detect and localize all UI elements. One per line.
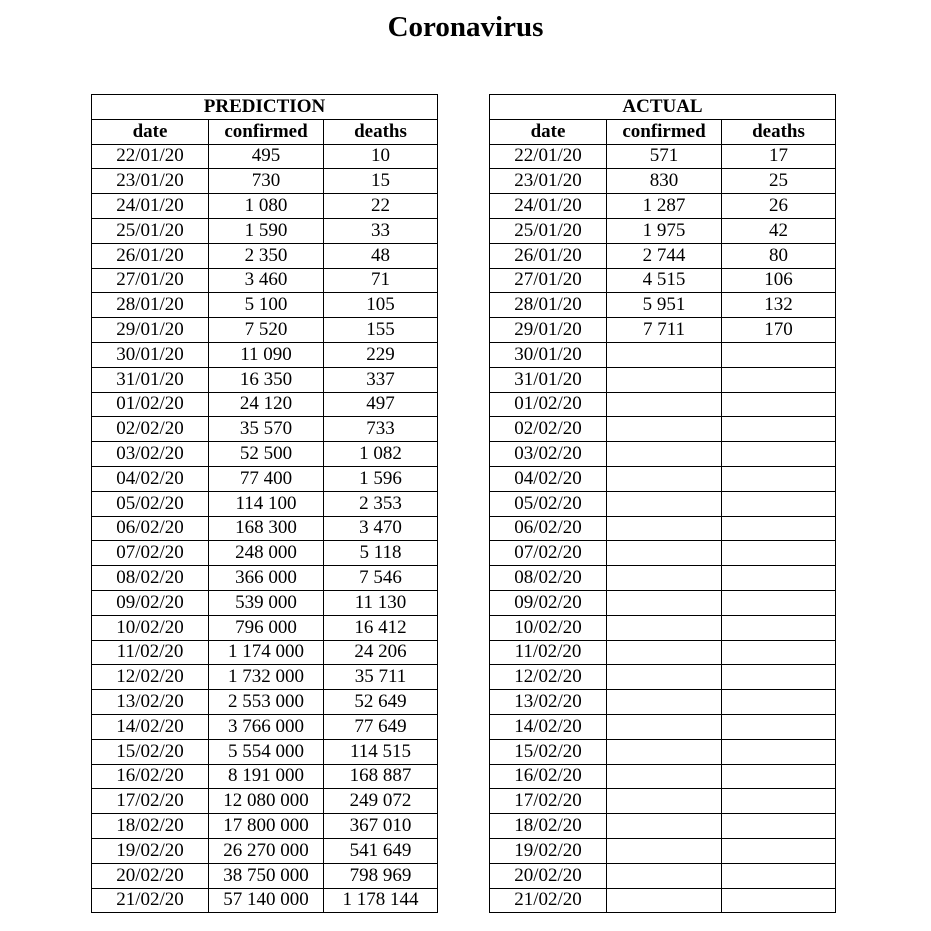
prediction-date-cell: 20/02/20 xyxy=(92,863,209,888)
actual-confirmed-cell xyxy=(607,714,722,739)
prediction-deaths-cell: 541 649 xyxy=(324,838,438,863)
prediction-date-cell: 28/01/20 xyxy=(92,293,209,318)
actual-confirmed-cell xyxy=(607,342,722,367)
actual-date-cell: 29/01/20 xyxy=(490,318,607,343)
actual-date-cell: 12/02/20 xyxy=(490,665,607,690)
actual-rows xyxy=(490,144,836,913)
prediction-table-row xyxy=(92,342,438,367)
prediction-date-cell: 18/02/20 xyxy=(92,814,209,839)
prediction-date-cell: 09/02/20 xyxy=(92,590,209,615)
actual-confirmed-cell xyxy=(607,615,722,640)
actual-table-row xyxy=(490,169,836,194)
page-title: Coronavirus xyxy=(387,11,544,43)
prediction-confirmed-cell: 796 000 xyxy=(209,615,324,640)
prediction-col-confirmed: confirmed xyxy=(209,119,324,144)
prediction-confirmed-cell: 1 732 000 xyxy=(209,665,324,690)
prediction-table-row xyxy=(92,367,438,392)
actual-confirmed-cell xyxy=(607,417,722,442)
actual-deaths-cell xyxy=(722,640,836,665)
prediction-confirmed-cell: 5 100 xyxy=(209,293,324,318)
actual-deaths-cell: 80 xyxy=(722,243,836,268)
prediction-table-row xyxy=(92,466,438,491)
prediction-date-cell: 01/02/20 xyxy=(92,392,209,417)
actual-deaths-cell xyxy=(722,367,836,392)
actual-confirmed-cell: 4 515 xyxy=(607,268,722,293)
prediction-deaths-cell: 1 082 xyxy=(324,442,438,467)
actual-heading: ACTUAL xyxy=(490,95,836,120)
actual-col-date: date xyxy=(490,119,607,144)
prediction-date-cell: 30/01/20 xyxy=(92,342,209,367)
actual-confirmed-cell xyxy=(607,566,722,591)
actual-col-confirmed: confirmed xyxy=(607,119,722,144)
actual-table-row xyxy=(490,739,836,764)
prediction-confirmed-cell: 26 270 000 xyxy=(209,838,324,863)
prediction-table-row xyxy=(92,417,438,442)
actual-table-row xyxy=(490,640,836,665)
prediction-deaths-cell: 1 596 xyxy=(324,466,438,491)
prediction-confirmed-cell: 17 800 000 xyxy=(209,814,324,839)
actual-deaths-cell xyxy=(722,442,836,467)
actual-table-row xyxy=(490,590,836,615)
prediction-date-cell: 14/02/20 xyxy=(92,714,209,739)
actual-deaths-cell xyxy=(722,665,836,690)
prediction-table-row xyxy=(92,541,438,566)
prediction-date-cell: 23/01/20 xyxy=(92,169,209,194)
prediction-deaths-cell: 155 xyxy=(324,318,438,343)
prediction-date-cell: 27/01/20 xyxy=(92,268,209,293)
prediction-confirmed-cell: 168 300 xyxy=(209,516,324,541)
prediction-deaths-cell: 105 xyxy=(324,293,438,318)
prediction-table-row xyxy=(92,318,438,343)
actual-date-cell: 04/02/20 xyxy=(490,466,607,491)
prediction-date-cell: 25/01/20 xyxy=(92,218,209,243)
actual-confirmed-cell xyxy=(607,640,722,665)
actual-table-row xyxy=(490,764,836,789)
prediction-heading: PREDICTION xyxy=(92,95,438,120)
prediction-date-cell: 15/02/20 xyxy=(92,739,209,764)
actual-confirmed-cell xyxy=(607,367,722,392)
prediction-confirmed-cell: 730 xyxy=(209,169,324,194)
prediction-date-cell: 21/02/20 xyxy=(92,888,209,913)
actual-table-row xyxy=(490,541,836,566)
actual-date-cell: 10/02/20 xyxy=(490,615,607,640)
actual-confirmed-cell xyxy=(607,789,722,814)
prediction-table-row xyxy=(92,838,438,863)
prediction-confirmed-cell: 8 191 000 xyxy=(209,764,324,789)
actual-table-row xyxy=(490,318,836,343)
actual-date-cell: 05/02/20 xyxy=(490,491,607,516)
prediction-confirmed-cell: 77 400 xyxy=(209,466,324,491)
actual-confirmed-cell xyxy=(607,442,722,467)
prediction-confirmed-cell: 248 000 xyxy=(209,541,324,566)
actual-deaths-cell: 132 xyxy=(722,293,836,318)
prediction-confirmed-cell: 3 460 xyxy=(209,268,324,293)
actual-date-cell: 11/02/20 xyxy=(490,640,607,665)
actual-deaths-cell xyxy=(722,863,836,888)
actual-table-row xyxy=(490,665,836,690)
prediction-deaths-cell: 367 010 xyxy=(324,814,438,839)
prediction-deaths-cell: 77 649 xyxy=(324,714,438,739)
actual-deaths-cell: 25 xyxy=(722,169,836,194)
prediction-confirmed-cell: 114 100 xyxy=(209,491,324,516)
prediction-deaths-cell: 71 xyxy=(324,268,438,293)
prediction-deaths-cell: 15 xyxy=(324,169,438,194)
actual-date-cell: 23/01/20 xyxy=(490,169,607,194)
prediction-table-row xyxy=(92,144,438,169)
prediction-confirmed-cell: 1 174 000 xyxy=(209,640,324,665)
prediction-deaths-cell: 33 xyxy=(324,218,438,243)
prediction-deaths-cell: 337 xyxy=(324,367,438,392)
prediction-confirmed-cell: 2 553 000 xyxy=(209,690,324,715)
prediction-deaths-cell: 168 887 xyxy=(324,764,438,789)
prediction-table-row xyxy=(92,764,438,789)
actual-table-row xyxy=(490,194,836,219)
prediction-confirmed-cell: 539 000 xyxy=(209,590,324,615)
prediction-deaths-cell: 48 xyxy=(324,243,438,268)
actual-table-row xyxy=(490,342,836,367)
actual-table-row xyxy=(490,566,836,591)
prediction-date-cell: 05/02/20 xyxy=(92,491,209,516)
actual-confirmed-cell xyxy=(607,690,722,715)
prediction-deaths-cell: 22 xyxy=(324,194,438,219)
prediction-deaths-cell: 733 xyxy=(324,417,438,442)
prediction-table-row xyxy=(92,690,438,715)
actual-table-row xyxy=(490,218,836,243)
prediction-table-row xyxy=(92,814,438,839)
actual-date-cell: 30/01/20 xyxy=(490,342,607,367)
prediction-date-cell: 02/02/20 xyxy=(92,417,209,442)
actual-table-row xyxy=(490,442,836,467)
actual-confirmed-cell xyxy=(607,392,722,417)
prediction-confirmed-cell: 12 080 000 xyxy=(209,789,324,814)
prediction-deaths-cell: 52 649 xyxy=(324,690,438,715)
actual-confirmed-cell xyxy=(607,838,722,863)
prediction-date-cell: 22/01/20 xyxy=(92,144,209,169)
actual-confirmed-cell xyxy=(607,516,722,541)
prediction-deaths-cell: 798 969 xyxy=(324,863,438,888)
actual-table-row xyxy=(490,293,836,318)
prediction-date-cell: 08/02/20 xyxy=(92,566,209,591)
prediction-table-row xyxy=(92,789,438,814)
actual-deaths-cell xyxy=(722,838,836,863)
prediction-confirmed-cell: 1 080 xyxy=(209,194,324,219)
actual-confirmed-cell xyxy=(607,863,722,888)
actual-confirmed-cell xyxy=(607,466,722,491)
actual-confirmed-cell xyxy=(607,665,722,690)
actual-deaths-cell xyxy=(722,714,836,739)
actual-table-row xyxy=(490,888,836,913)
actual-deaths-cell xyxy=(722,417,836,442)
prediction-confirmed-cell: 3 766 000 xyxy=(209,714,324,739)
prediction-date-cell: 31/01/20 xyxy=(92,367,209,392)
actual-date-cell: 25/01/20 xyxy=(490,218,607,243)
prediction-deaths-cell: 11 130 xyxy=(324,590,438,615)
actual-deaths-cell xyxy=(722,566,836,591)
actual-date-cell: 22/01/20 xyxy=(490,144,607,169)
prediction-date-cell: 13/02/20 xyxy=(92,690,209,715)
actual-deaths-cell: 17 xyxy=(722,144,836,169)
actual-table-row xyxy=(490,615,836,640)
actual-table-row xyxy=(490,268,836,293)
prediction-table-row xyxy=(92,218,438,243)
actual-deaths-cell xyxy=(722,392,836,417)
prediction-table-row xyxy=(92,516,438,541)
prediction-date-cell: 26/01/20 xyxy=(92,243,209,268)
prediction-date-cell: 12/02/20 xyxy=(92,665,209,690)
actual-table-row xyxy=(490,789,836,814)
prediction-table xyxy=(91,94,438,913)
prediction-date-cell: 19/02/20 xyxy=(92,838,209,863)
prediction-table-row xyxy=(92,739,438,764)
prediction-date-cell: 06/02/20 xyxy=(92,516,209,541)
actual-deaths-cell xyxy=(722,814,836,839)
prediction-confirmed-cell: 35 570 xyxy=(209,417,324,442)
prediction-confirmed-cell: 38 750 000 xyxy=(209,863,324,888)
prediction-deaths-cell: 16 412 xyxy=(324,615,438,640)
prediction-date-cell: 16/02/20 xyxy=(92,764,209,789)
prediction-deaths-cell: 10 xyxy=(324,144,438,169)
prediction-deaths-cell: 249 072 xyxy=(324,789,438,814)
prediction-table-row xyxy=(92,615,438,640)
prediction-confirmed-cell: 11 090 xyxy=(209,342,324,367)
actual-table-row xyxy=(490,417,836,442)
actual-deaths-cell xyxy=(722,590,836,615)
prediction-table-row xyxy=(92,665,438,690)
actual-date-cell: 06/02/20 xyxy=(490,516,607,541)
actual-date-cell: 31/01/20 xyxy=(490,367,607,392)
actual-confirmed-cell xyxy=(607,541,722,566)
prediction-confirmed-cell: 16 350 xyxy=(209,367,324,392)
prediction-col-deaths: deaths xyxy=(324,119,438,144)
actual-date-cell: 17/02/20 xyxy=(490,789,607,814)
prediction-date-cell: 24/01/20 xyxy=(92,194,209,219)
actual-date-cell: 15/02/20 xyxy=(490,739,607,764)
actual-confirmed-cell: 1 287 xyxy=(607,194,722,219)
actual-confirmed-cell xyxy=(607,491,722,516)
prediction-deaths-cell: 2 353 xyxy=(324,491,438,516)
prediction-confirmed-cell: 366 000 xyxy=(209,566,324,591)
actual-date-cell: 26/01/20 xyxy=(490,243,607,268)
prediction-table-row xyxy=(92,442,438,467)
actual-deaths-cell: 170 xyxy=(722,318,836,343)
actual-table-row xyxy=(490,144,836,169)
prediction-confirmed-cell: 57 140 000 xyxy=(209,888,324,913)
prediction-table-row xyxy=(92,392,438,417)
prediction-deaths-cell: 5 118 xyxy=(324,541,438,566)
actual-date-cell: 08/02/20 xyxy=(490,566,607,591)
actual-deaths-cell: 26 xyxy=(722,194,836,219)
actual-date-cell: 14/02/20 xyxy=(490,714,607,739)
actual-table-row xyxy=(490,838,836,863)
prediction-confirmed-cell: 24 120 xyxy=(209,392,324,417)
prediction-table-row xyxy=(92,566,438,591)
actual-table-row xyxy=(490,863,836,888)
actual-confirmed-cell xyxy=(607,888,722,913)
actual-deaths-cell xyxy=(722,491,836,516)
prediction-deaths-cell: 35 711 xyxy=(324,665,438,690)
prediction-table-row xyxy=(92,640,438,665)
actual-confirmed-cell xyxy=(607,590,722,615)
actual-confirmed-cell: 571 xyxy=(607,144,722,169)
prediction-confirmed-cell: 52 500 xyxy=(209,442,324,467)
prediction-rows xyxy=(92,144,438,913)
actual-deaths-cell xyxy=(722,764,836,789)
actual-deaths-cell xyxy=(722,739,836,764)
actual-confirmed-cell xyxy=(607,814,722,839)
actual-table xyxy=(489,94,836,913)
actual-date-cell: 01/02/20 xyxy=(490,392,607,417)
actual-date-cell: 24/01/20 xyxy=(490,194,607,219)
prediction-table-row xyxy=(92,194,438,219)
actual-deaths-cell xyxy=(722,789,836,814)
prediction-table-row xyxy=(92,268,438,293)
prediction-date-cell: 03/02/20 xyxy=(92,442,209,467)
actual-confirmed-cell xyxy=(607,739,722,764)
actual-date-cell: 19/02/20 xyxy=(490,838,607,863)
prediction-date-cell: 17/02/20 xyxy=(92,789,209,814)
prediction-confirmed-cell: 2 350 xyxy=(209,243,324,268)
actual-deaths-cell xyxy=(722,615,836,640)
prediction-date-cell: 10/02/20 xyxy=(92,615,209,640)
actual-table-row xyxy=(490,516,836,541)
prediction-date-cell: 11/02/20 xyxy=(92,640,209,665)
prediction-deaths-cell: 497 xyxy=(324,392,438,417)
prediction-confirmed-cell: 1 590 xyxy=(209,218,324,243)
actual-date-cell: 18/02/20 xyxy=(490,814,607,839)
prediction-deaths-cell: 1 178 144 xyxy=(324,888,438,913)
actual-col-deaths: deaths xyxy=(722,119,836,144)
prediction-deaths-cell: 3 470 xyxy=(324,516,438,541)
actual-table-row xyxy=(490,491,836,516)
actual-date-cell: 27/01/20 xyxy=(490,268,607,293)
prediction-date-cell: 29/01/20 xyxy=(92,318,209,343)
prediction-table-row xyxy=(92,293,438,318)
actual-date-cell: 16/02/20 xyxy=(490,764,607,789)
prediction-table-row xyxy=(92,714,438,739)
prediction-table-row xyxy=(92,888,438,913)
prediction-date-cell: 04/02/20 xyxy=(92,466,209,491)
actual-table-row xyxy=(490,367,836,392)
actual-date-cell: 03/02/20 xyxy=(490,442,607,467)
prediction-confirmed-cell: 5 554 000 xyxy=(209,739,324,764)
prediction-table-row xyxy=(92,491,438,516)
actual-deaths-cell xyxy=(722,541,836,566)
actual-date-cell: 13/02/20 xyxy=(490,690,607,715)
actual-confirmed-cell: 830 xyxy=(607,169,722,194)
prediction-table-row xyxy=(92,590,438,615)
actual-date-cell: 07/02/20 xyxy=(490,541,607,566)
actual-table-row xyxy=(490,690,836,715)
actual-table-row xyxy=(490,814,836,839)
actual-deaths-cell xyxy=(722,342,836,367)
actual-confirmed-cell: 1 975 xyxy=(607,218,722,243)
actual-date-cell: 02/02/20 xyxy=(490,417,607,442)
prediction-confirmed-cell: 495 xyxy=(209,144,324,169)
prediction-deaths-cell: 24 206 xyxy=(324,640,438,665)
prediction-table-row xyxy=(92,863,438,888)
actual-deaths-cell: 106 xyxy=(722,268,836,293)
actual-confirmed-cell: 2 744 xyxy=(607,243,722,268)
actual-table-row xyxy=(490,243,836,268)
actual-deaths-cell xyxy=(722,516,836,541)
actual-table-row xyxy=(490,466,836,491)
actual-deaths-cell: 42 xyxy=(722,218,836,243)
actual-deaths-cell xyxy=(722,466,836,491)
prediction-table-row xyxy=(92,243,438,268)
prediction-confirmed-cell: 7 520 xyxy=(209,318,324,343)
prediction-date-cell: 07/02/20 xyxy=(92,541,209,566)
actual-table-row xyxy=(490,714,836,739)
actual-confirmed-cell: 5 951 xyxy=(607,293,722,318)
prediction-deaths-cell: 229 xyxy=(324,342,438,367)
actual-date-cell: 28/01/20 xyxy=(490,293,607,318)
prediction-deaths-cell: 114 515 xyxy=(324,739,438,764)
actual-confirmed-cell xyxy=(607,764,722,789)
actual-deaths-cell xyxy=(722,690,836,715)
actual-table-row xyxy=(490,392,836,417)
actual-date-cell: 21/02/20 xyxy=(490,888,607,913)
prediction-deaths-cell: 7 546 xyxy=(324,566,438,591)
actual-deaths-cell xyxy=(722,888,836,913)
actual-date-cell: 09/02/20 xyxy=(490,590,607,615)
actual-confirmed-cell: 7 711 xyxy=(607,318,722,343)
prediction-col-date: date xyxy=(92,119,209,144)
actual-date-cell: 20/02/20 xyxy=(490,863,607,888)
prediction-table-row xyxy=(92,169,438,194)
